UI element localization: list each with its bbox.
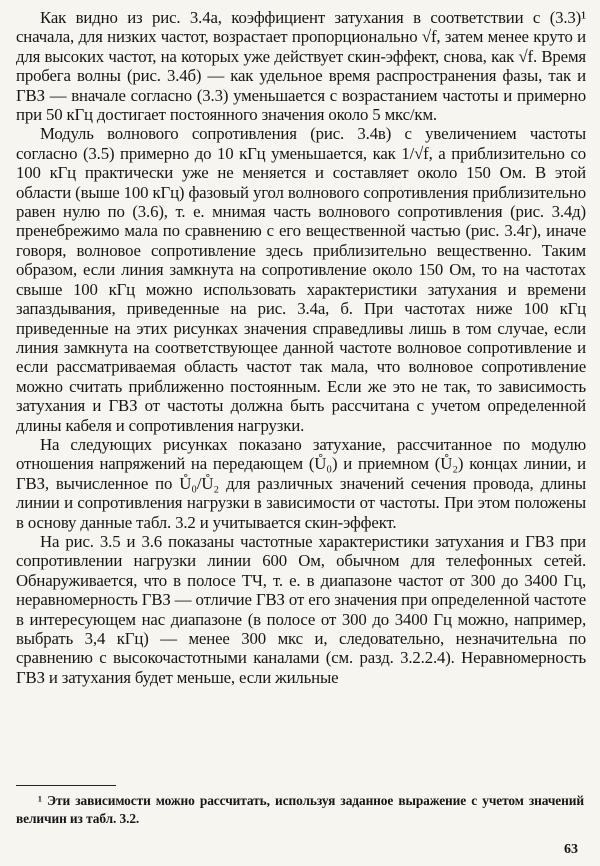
- footnote-divider: [16, 785, 116, 786]
- paragraph-following-figures: На следующих рисунках показано затухание, рассчитанное по модулю отношения напряжений на передающем (Ů₀) и приемном (Ů₂) концах линии, и ГВЗ, вычисленное по Ů₀/Ů₂ для различных значений сечения провода, длины линии и сопротивления нагрузки в зависимости от частоты. При этом положены в основу данные табл. 3.2 и учитывается скин-эффект.: [16, 434, 586, 532]
- paragraph-figures-3-5-3-6: На рис. 3.5 и 3.6 показаны частотные характеристики затухания и ГВЗ при сопротивлении нагрузки линии 600 Ом, обычном для телефонных сетей. Обнаруживается, что в полосе ТЧ, т. е. в диапазоне частот от 300 до 3400 Гц, неравномерность ГВЗ — отличие ГВЗ от его значения при определенной частоте в интересующем нас диапазоне (в полосе от 300 до 3400 Гц можно, например, выбрать 3,4 кГц) — менее 300 мкс и, следовательно, незначительна по сравнению с высокочастотными каналами (см. разд. 3.2.2.4). Неравномерность ГВЗ и затухания будет меньше, если жильные: [16, 531, 586, 687]
- page-number: 63: [564, 842, 578, 857]
- paragraph-attenuation-intro: Как видно из рис. 3.4а, коэффициент затухания в соответствии с (3.3)¹ сначала, для низких частот, возрастает пропорционально √f, затем менее круто и для высоких частот, на которых уже действует скин-эффект, снова, как √f. Время пробега волны (рис. 3.4б) — как удельное время распространения фазы, так и ГВЗ — вначале согласно (3.3) уменьшается с возрастанием частоты и примерно при 50 кГц достигает постоянного значения около 5 мкс/км.: [16, 8, 586, 125]
- paragraph-wave-impedance: Модуль волнового сопротивления (рис. 3.4в) с увеличением частоты согласно (3.5) примерно до 10 кГц уменьшается, как 1/√f, а приблизительно со 100 кГц практически уже не меняется и составляет около 150 Ом. В этой области (выше 100 кГц) фазовый угол волнового сопротивления приблизительно равен нулю по (3.6), т. е. мнимая часть волнового сопротивления (рис. 3.4д) пренебрежимо мала по сравнению с его вещественной частью (рис. 3.4г), иначе говоря, волновое сопротивление здесь приблизительно вещественно. Таким образом, если линия замкнута на сопротивление около 150 Ом, то на частотах свыше 100 кГц можно использовать характеристики затухания и времени запаздывания, приведенные на рис. 3.4а, б. При частотах ниже 100 кГц приведенные на этих рисунках значения справедливы лишь в том случае, если линия замкнута на соответствующее данной частоте волновое сопротивление и если рассматриваемая область частот так мала, что волновое сопротивление можно считать приближенно постоянным. Если же это не так, то зависимость затухания и ГВЗ от частоты должна быть рассчитана с учетом определенной длины кабеля и сопротивления нагрузки.: [16, 124, 586, 435]
- footnote: ¹ Эти зависимости можно рассчитать, используя заданное выражение с учетом значений величин из табл. 3.2.: [16, 793, 584, 826]
